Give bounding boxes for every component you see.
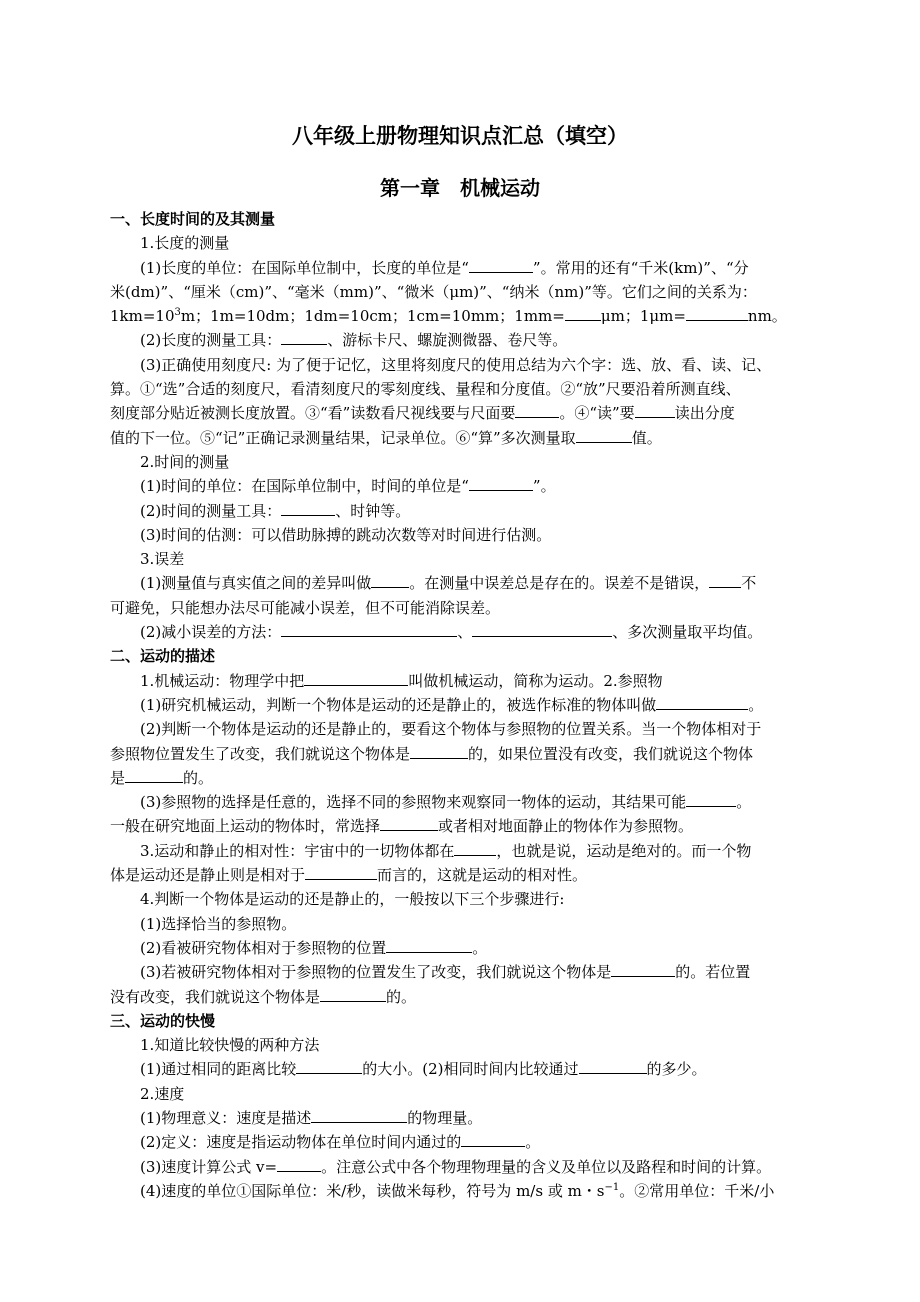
paragraph-line: (1)选择恰当的参照物。 [140, 914, 297, 933]
paragraph-line: (2)长度的测量工具： 、游标卡尺、螺旋测微器、卷尺等。 [110, 328, 810, 352]
paragraph-line: 可避免，只能想办法尽可能减小误差，但不可能消除误差。 [110, 598, 501, 617]
paragraph-line: (1)测量值与真实值之间的差异叫做 。在测量中误差总是存在的。误差不是错误， 不 [110, 571, 810, 595]
fill-blank[interactable] [576, 426, 632, 443]
fill-blank[interactable] [461, 1130, 525, 1147]
section-heading-2: 二、运动的描述 [110, 647, 216, 666]
paragraph-line: 3.运动和静止的相对性：宇宙中的一切物体都在 ，也就是说，运动是绝对的。而一个物 [110, 839, 810, 863]
paragraph-line: (2)定义：速度是指运动物体在单位时间内通过的 。 [110, 1130, 810, 1154]
paragraph-line: (3)若被研究物体相对于参照物的位置发生了改变，我们就说这个物体是 的。若位置 [110, 960, 810, 984]
document-body [110, 207, 810, 1203]
fill-blank[interactable] [515, 401, 559, 418]
fill-blank[interactable] [579, 1057, 647, 1074]
fill-blank[interactable] [469, 474, 533, 491]
paragraph-line: (1)通过相同的距离比较 的大小。(2)相同时间内比较通过 的多少。 [110, 1057, 810, 1081]
paragraph-line: (3)参照物的选择是任意的，选择不同的参照物来观察同一物体的运动，其结果可能 。 [110, 790, 810, 814]
paragraph-line: 2.速度 [140, 1084, 185, 1103]
paragraph-line: 4.判断一个物体是运动的还是静止的，一般按以下三个步骤进行: [140, 890, 565, 909]
fill-blank[interactable] [709, 571, 741, 588]
section-heading-3: 三、运动的快慢 [110, 1011, 216, 1030]
paragraph-line: (1)时间的单位：在国际单位制中，时间的单位是“ ”。 [110, 474, 810, 498]
chapter-title: 第一章 机械运动 [380, 176, 540, 200]
paragraph-line: (4)速度的单位①国际单位：米/秒，读做米每秒，符号为 m/s 或 m・$s^{-1}$。②常用单位：千米/小 [140, 1181, 775, 1200]
paragraph-line: (2)看被研究物体相对于参照物的位置 。 [110, 936, 810, 960]
fill-blank[interactable] [320, 985, 386, 1002]
fill-blank[interactable] [125, 766, 183, 783]
fill-blank[interactable] [305, 863, 377, 880]
paragraph-line: 刻度部分贴近被测长度放置。③“看”读数看尺视线要与尺面要 。④“读”要 读出分度 [110, 401, 810, 425]
paragraph-line: 值的下一位。⑤“记”正确记录测量结果，记录单位。⑥“算”多次测量取 值。 [110, 426, 810, 450]
section-heading-1: 一、长度时间的及其测量 [110, 210, 276, 228]
fill-blank[interactable] [656, 693, 748, 710]
subheading-length: 1.长度的测量 [140, 234, 230, 253]
fill-blank[interactable] [386, 936, 472, 953]
paragraph-line: $1km=10^3m$；1m=10dm；1dm=10cm；1cm=10mm；1mm= μm；1μm= nm。 [110, 304, 810, 328]
paragraph-line: (1)长度的单位：在国际单位制中，长度的单位是“ ”。常用的还有“千米(km)”、“分 [110, 256, 810, 280]
fill-blank[interactable] [281, 620, 457, 637]
fill-blank[interactable] [635, 401, 675, 418]
document-title: 八年级上册物理知识点汇总（填空） [292, 124, 628, 148]
paragraph-line: 参照物位置发生了改变，我们就说这个物体是 的，如果位置没有改变，我们就说这个物体 [110, 742, 810, 766]
paragraph-line: 米(dm)”、“厘米（cm)”、“毫米（mm)”、“微米（μm)”、“纳米（nm)”等。它们之间的关系为： [110, 282, 757, 301]
paragraph-line: (1)物理意义：速度是描述 的物理量。 [110, 1106, 810, 1130]
fill-blank[interactable] [277, 1155, 321, 1172]
paragraph-line: 是 的。 [110, 766, 810, 790]
fill-blank[interactable] [311, 1106, 407, 1123]
fill-blank[interactable] [472, 620, 612, 637]
fill-blank[interactable] [469, 256, 533, 273]
fill-blank[interactable] [296, 1057, 362, 1074]
paragraph-line: (1)研究机械运动，判断一个物体是运动的还是静止的，被选作标准的物体叫做 。 [110, 693, 810, 717]
paragraph-line: (3)正确使用刻度尺: 为了便于记忆，这里将刻度尺的使用总结为六个字：选、放、看、读、记、 [140, 355, 772, 374]
fill-blank[interactable] [410, 742, 468, 759]
fill-blank[interactable] [686, 790, 736, 807]
fill-blank[interactable] [371, 571, 409, 588]
subheading-error: 3.误差 [140, 550, 185, 569]
fill-blank[interactable] [686, 304, 748, 321]
subheading-time: 2.时间的测量 [140, 452, 230, 471]
fill-blank[interactable] [611, 960, 675, 977]
paragraph-line: 体是运动还是静止则是相对于 而言的，这就是运动的相对性。 [110, 863, 810, 887]
paragraph-line: 一般在研究地面上运动的物体时，常选择 或者相对地面静止的物体作为参照物。 [110, 814, 810, 838]
paragraph-line: (2)时间的测量工具： 、时钟等。 [110, 499, 810, 523]
paragraph-line: 没有改变，我们就说这个物体是 的。 [110, 985, 810, 1009]
fill-blank[interactable] [281, 499, 335, 516]
fill-blank[interactable] [380, 814, 438, 831]
paragraph-line: (2)减小误差的方法： 、 、多次测量取平均值。 [110, 620, 810, 644]
paragraph-line: 1.机械运动：物理学中把 叫做机械运动，简称为运动。2.参照物 [110, 669, 810, 693]
paragraph-line: 1.知道比较快慢的两种方法 [140, 1036, 320, 1055]
fill-blank[interactable] [565, 304, 601, 321]
fill-blank[interactable] [304, 669, 408, 686]
paragraph-line: (2)判断一个物体是运动的还是静止的，要看这个物体与参照物的位置关系。当一个物体相对于 [140, 720, 762, 739]
fill-blank[interactable] [281, 328, 327, 345]
paragraph-line: 算。①“选”合适的刻度尺，看清刻度尺的零刻度线、量程和分度值。②“放”尺要沿着所测直线、 [110, 380, 741, 399]
paragraph-line: (3)时间的估测：可以借助脉搏的跳动次数等对时间进行估测。 [140, 525, 552, 544]
fill-blank[interactable] [454, 839, 496, 856]
paragraph-line: (3)速度计算公式 v= 。注意公式中各个物理物理量的含义及单位以及路程和时间的计算。 [110, 1155, 810, 1179]
